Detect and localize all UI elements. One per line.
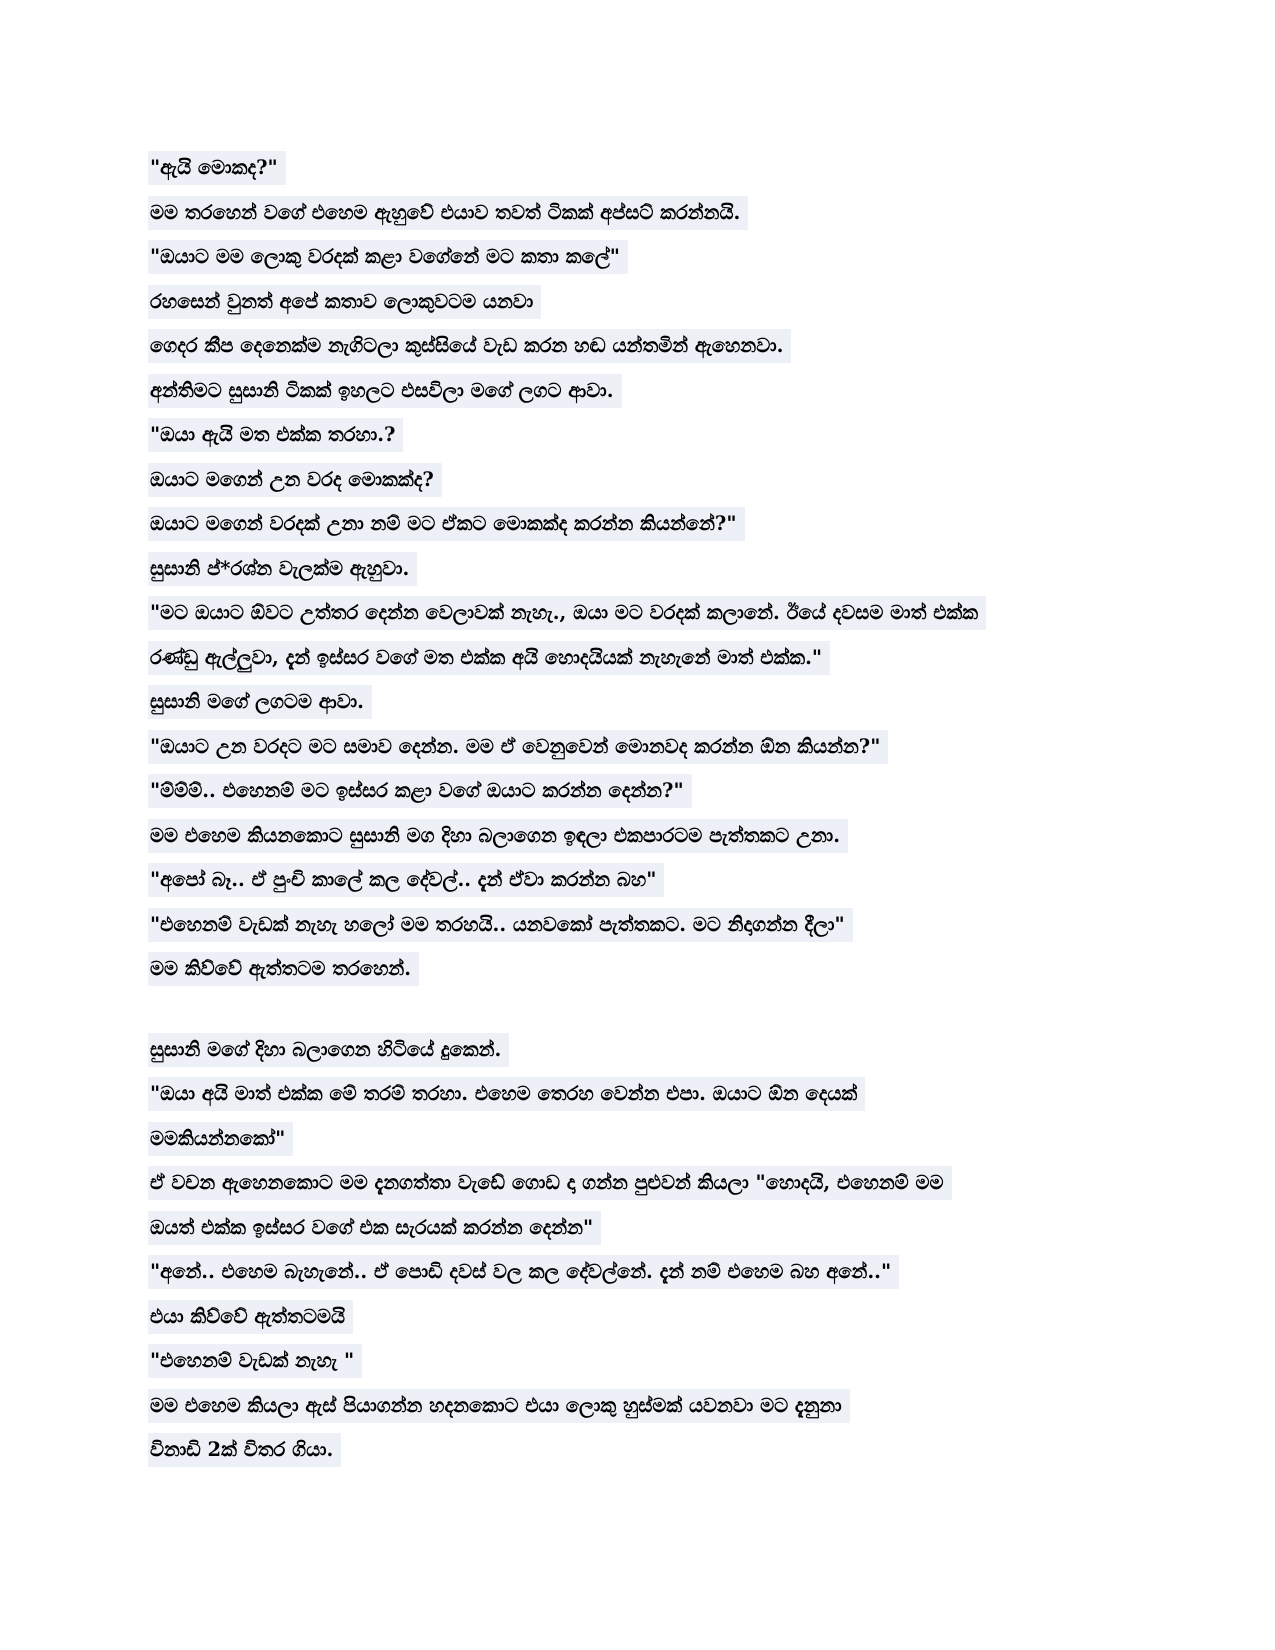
text-line (148, 191, 1128, 236)
text-line (148, 814, 1128, 859)
line-text: "එහෙනම් වැඩක් නැහැ හලෝ මම තරහයි.. යනවකෝ පැත්තකට. මට නිදාගන්න දීලා" (148, 908, 853, 942)
text-line (148, 280, 1128, 325)
line-text: "එහෙනම් වැඩක් නැහැ " (148, 1344, 362, 1378)
text-line (148, 769, 1128, 814)
line-text: ඔයත් එක්ක ඉස්සර වගේ එක සැරයක් කරන්න දෙන්න" (148, 1211, 601, 1245)
line-text: එයා කිව්වේ ඇත්තටමයි (148, 1300, 353, 1334)
line-text: "ඔයා ඇයි මත එක්ක තරහා.? (148, 418, 403, 452)
paragraph-gap (148, 992, 1128, 1028)
text-line (148, 947, 1128, 992)
line-text: "ඔයාට මම ලොකු වරදක් කළා වගේනේ මට කතා කලේ" (148, 240, 628, 274)
line-text: "ම්ම්ම්.. එහෙනම් මට ඉස්සර කළා වගේ ඔයාට කරන්න දෙන්න?" (148, 774, 692, 808)
line-text: මම එහෙම කියලා ඇස් පියාගන්න හදනකොට එයා ලොකු හුස්මක් යවනවා මට දැනුනා (148, 1389, 850, 1423)
text-line (148, 1428, 1128, 1473)
document-body (148, 146, 1128, 1473)
text-line (148, 413, 1128, 458)
text-line (148, 1384, 1128, 1429)
text-line (148, 547, 1128, 592)
line-text: සුසානි මගේ ලගටම ආවා. (148, 685, 372, 719)
line-text: ඔයාට මගෙන් උන වරද මොකක්ද? (148, 463, 442, 497)
line-text: මමකියන්නකෝ" (148, 1122, 293, 1156)
line-text: අන්තිමට සුසානි ටිකක් ඉහලට එසවිලා මගේ ලගට ආවා. (148, 374, 622, 408)
line-text: "ඔයා අයි මාත් එක්ක මේ තරම් තරහා. එහෙම තෙරහ වෙන්න එපා. ඔයාට ඕන දෙයක් (148, 1077, 865, 1111)
line-text: ගෙදර කීප දෙනෙක්ම නැගිටලා කුස්සියේ වැඩ කරන හඬ යන්තමින් ඇහෙනවා. (148, 329, 791, 363)
line-text: මම තරහෙන් වගේ එහෙම ඇහුවේ එයාව තවත් ටිකක් අප්සට් කරන්නයි. (148, 196, 748, 230)
line-text: ඒ වචන ඇහෙනකොට මම දැනගත්තා වැඩේ ගොඩ දා ගන්න පුළුවන් කියලා "හොදයි, එහෙනම් මම (148, 1166, 952, 1200)
line-text: මම එහෙම කියනකොට සුසානි මග දිහා බලාගෙන ඉඳලා එකපාරටම පැත්තකට උනා. (148, 819, 848, 853)
text-line (148, 1161, 1128, 1206)
line-text: "අපෝ බෑ.. ඒ පුංචි කාලේ කල දේවල්.. දැන් ඒවා කරන්න බහ" (148, 863, 664, 897)
line-text: මම කිව්වේ ඇත්තටම තරහෙන්. (148, 952, 419, 986)
text-line (148, 1339, 1128, 1384)
text-line (148, 725, 1128, 770)
text-line (148, 458, 1128, 503)
text-line (148, 591, 1128, 636)
text-line (148, 1028, 1128, 1073)
line-text: "ඇයි මොකද?" (148, 151, 286, 185)
text-line (148, 1206, 1128, 1251)
text-line (148, 636, 1128, 681)
line-text: සුසානි ප්*රශ්න වැලක්ම ඇහුවා. (148, 552, 417, 586)
line-text: විනාඩි 2ක් විතර ගියා. (148, 1433, 341, 1467)
text-line (148, 369, 1128, 414)
text-line (148, 235, 1128, 280)
text-line (148, 1072, 1128, 1117)
text-line (148, 1250, 1128, 1295)
text-line (148, 1117, 1128, 1162)
line-text: "අනේ.. එහෙම බැහැනේ.. ඒ පොඩි දවස් වල කල දේවල්නේ. දැන් නම් එහෙම බහ අනේ.." (148, 1255, 899, 1289)
text-line (148, 903, 1128, 948)
text-line (148, 858, 1128, 903)
line-text: රණ්ඩු ඇල්ලුවා, දැන් ඉස්සර වගේ මත එක්ක අයි හොදයියක් නැහැනේ මාත් එක්ක." (148, 641, 830, 675)
text-line (148, 324, 1128, 369)
text-line (148, 680, 1128, 725)
text-line (148, 1295, 1128, 1340)
text-line (148, 146, 1128, 191)
text-line (148, 502, 1128, 547)
line-text: "ඔයාට උන වරදට මට සමාව දෙන්න. මම ඒ වෙනුවෙන් මොනවද කරන්න ඕන කියන්න?" (148, 730, 888, 764)
line-text: සුසානි මගේ දිහා බලාගෙන හිටියේ දුකෙන්. (148, 1033, 509, 1067)
line-text: ඔයාට මගෙන් වරදක් උනා නම් මට ඒකට මොකක්ද කරන්න කියන්නේ?" (148, 507, 745, 541)
line-text: රහසෙන් වුනත් අපේ කතාව ලොකුවටම යනවා (148, 285, 541, 319)
line-text: "මට ඔයාට ඕවට උත්තර දෙන්න වෙලාවක් නැහැ., ඔයා මට වරදක් කලානේ. ඊයේ දවසම මාත් එක්ක (148, 596, 986, 630)
